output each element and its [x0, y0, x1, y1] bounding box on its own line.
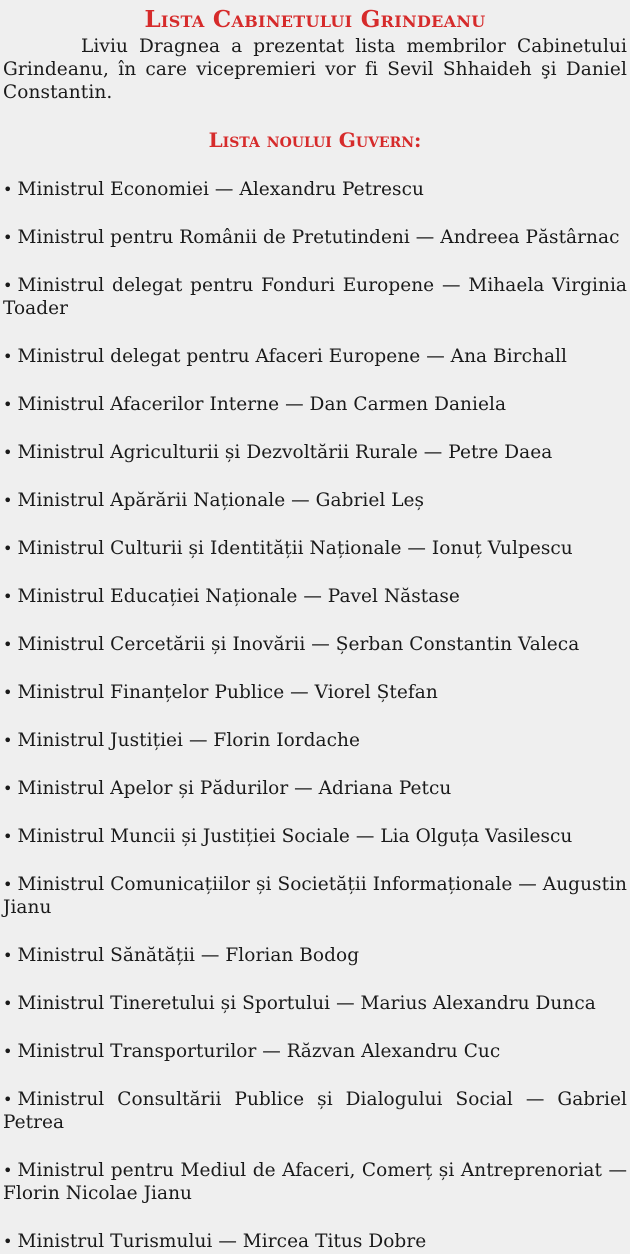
list-item: [3, 1159, 627, 1205]
list-item: [3, 585, 627, 608]
bullet-icon: •: [3, 635, 13, 654]
bullet-icon: •: [3, 347, 13, 366]
document-page: [0, 7, 630, 1254]
list-heading: Lista noului Guvern:: [208, 128, 422, 152]
minister-entry: Ministrul Muncii și Justiției Sociale — Lia Olguța Vasilescu: [17, 826, 573, 847]
bullet-icon: •: [3, 827, 13, 846]
minister-entry: Ministrul Finanțelor Publice — Viorel Ștefan: [17, 682, 438, 703]
list-item: [3, 1230, 627, 1253]
bullet-icon: •: [3, 1042, 13, 1061]
minister-list: [3, 178, 627, 1253]
bullet-icon: •: [3, 683, 13, 702]
list-item: [3, 992, 627, 1015]
minister-entry: Ministrul Cercetării și Inovării — Șerban Constantin Valeca: [17, 634, 580, 655]
list-item: [3, 274, 627, 320]
minister-entry: Ministrul pentru Mediul de Afaceri, Comerț și Antreprenoriat — Florin Nicolae Jianu: [3, 1160, 627, 1204]
minister-entry: Ministrul Economiei — Alexandru Petrescu: [17, 179, 424, 200]
list-item: [3, 729, 627, 752]
minister-entry: Ministrul Sănătății — Florian Bodog: [17, 945, 360, 966]
list-item: [3, 441, 627, 464]
minister-entry: Ministrul Transporturilor — Răzvan Alexandru Cuc: [17, 1041, 501, 1062]
list-item: [3, 681, 627, 704]
list-item: [3, 537, 627, 560]
bullet-icon: •: [3, 276, 13, 295]
list-item: [3, 345, 627, 368]
bullet-icon: •: [3, 875, 13, 894]
bullet-icon: •: [3, 994, 13, 1013]
list-item: [3, 944, 627, 967]
bullet-icon: •: [3, 180, 13, 199]
list-item: [3, 777, 627, 800]
list-item: [3, 489, 627, 512]
bullet-icon: •: [3, 779, 13, 798]
list-item: [3, 825, 627, 848]
list-item: [3, 1040, 627, 1063]
list-item: [3, 633, 627, 656]
bullet-icon: •: [3, 946, 13, 965]
minister-entry: Ministrul Tineretului și Sportului — Marius Alexandru Dunca: [17, 993, 596, 1014]
page-title: Lista Cabinetului Grindeanu: [144, 6, 486, 33]
bullet-icon: •: [3, 395, 13, 414]
list-item: [3, 393, 627, 416]
minister-entry: Ministrul delegat pentru Afaceri Europene — Ana Birchall: [17, 346, 567, 367]
minister-entry: Ministrul Educației Naționale — Pavel Năstase: [17, 586, 460, 607]
list-item: [3, 178, 627, 201]
list-item: [3, 873, 627, 919]
bullet-icon: •: [3, 443, 13, 462]
minister-entry: Ministrul Comunicațiilor și Societății Informaționale — Augustin Jianu: [3, 874, 627, 918]
bullet-icon: •: [3, 731, 13, 750]
minister-entry: Ministrul Afacerilor Interne — Dan Carmen Daniela: [17, 394, 507, 415]
bullet-icon: •: [3, 1090, 13, 1109]
minister-entry: Ministrul Agriculturii și Dezvoltării Rurale — Petre Daea: [17, 442, 553, 463]
minister-entry: Ministrul Turismului — Mircea Titus Dobre: [17, 1231, 427, 1252]
minister-entry: Ministrul delegat pentru Fonduri Europene — Mihaela Virginia Toader: [3, 275, 627, 319]
minister-entry: Ministrul Consultării Publice și Dialogului Social — Gabriel Petrea: [3, 1089, 627, 1133]
minister-entry: Ministrul Justiției — Florin Iordache: [17, 730, 361, 751]
minister-entry: Ministrul pentru Românii de Pretutindeni — Andreea Păstârnac: [17, 227, 620, 248]
minister-entry: Ministrul Apelor și Pădurilor — Adriana Petcu: [17, 778, 452, 799]
bullet-icon: •: [3, 1232, 13, 1251]
intro-paragraph: Liviu Dragnea a prezentat lista membrilor Cabinetului Grindeanu, în care vicepremieri vor fi Sevil Shhaideh şi Daniel Constantin.: [3, 36, 627, 103]
bullet-icon: •: [3, 1161, 13, 1180]
minister-entry: Ministrul Apărării Naționale — Gabriel Leș: [17, 490, 425, 511]
minister-entry: Ministrul Culturii și Identității Naționale — Ionuț Vulpescu: [17, 538, 573, 559]
bullet-icon: •: [3, 491, 13, 510]
bullet-icon: •: [3, 587, 13, 606]
bullet-icon: •: [3, 228, 13, 247]
list-item: [3, 1088, 627, 1134]
list-item: [3, 226, 627, 249]
bullet-icon: •: [3, 539, 13, 558]
